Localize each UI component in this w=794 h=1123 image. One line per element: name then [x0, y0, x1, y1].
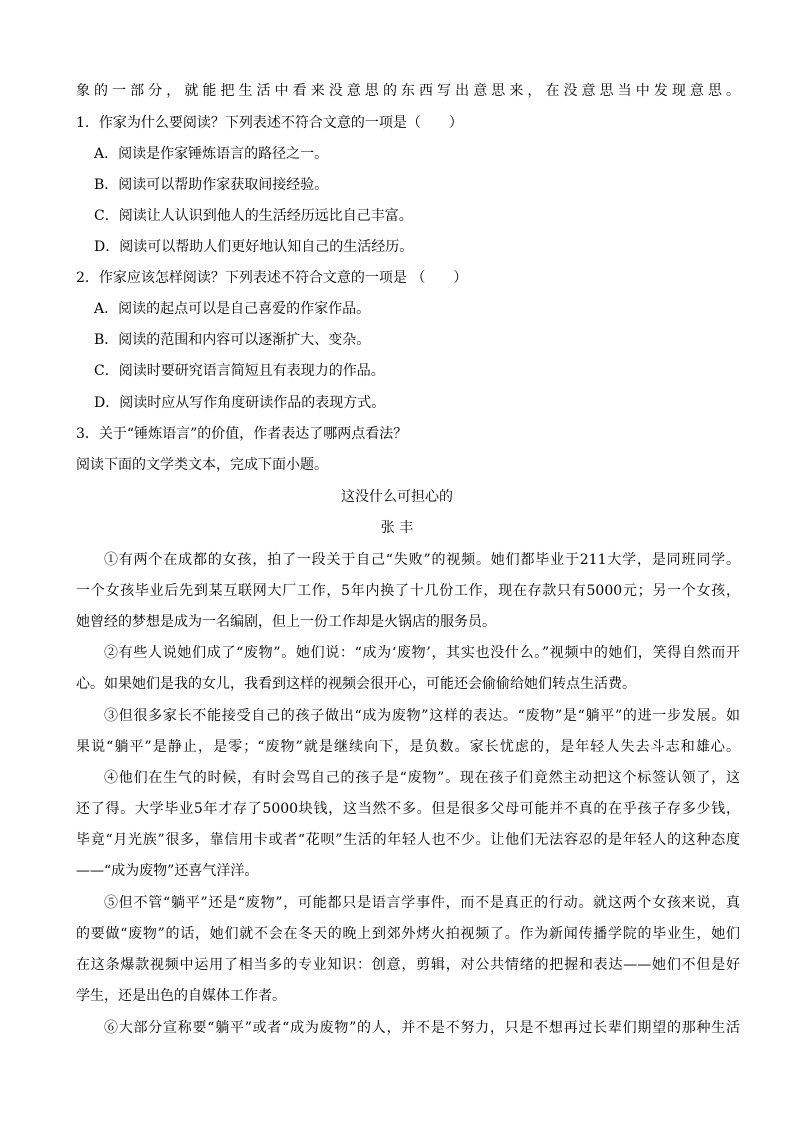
question-1: 1．作家为什么要阅读？下列表述不符合文意的一项是（ ）: [76, 115, 463, 131]
paragraph-4-line: 还了得。大学毕业5年才存了5000块钱，这当然不多。但是很多父母可能并不真的在乎孩子存多少钱，: [76, 801, 740, 817]
paragraph-3-line: 果说“躺平”是静止，是零；“废物”就是继续向下，是负数。家长忧虑的，是年轻人失去斗志和雄心。: [76, 739, 740, 755]
paragraph-1-line: 她曾经的梦想是成为一名编剧，但上一份工作却是火锅店的服务员。: [76, 614, 496, 630]
paragraph-5-line: ⑤但不管“躺平”还是“废物”，可能都只是语言学事件，而不是真正的行动。就这两个女孩来说，真: [104, 895, 740, 911]
question-2-option-d: D．阅读时应从写作角度研读作品的表现方式。: [94, 395, 386, 411]
article-author: 张 丰: [380, 520, 414, 536]
paragraph-4-line: 毕竟“月光族”很多，靠信用卡或者“花呗”生活的年轻人也不少。让他们无法容忍的是年轻人的这种态度: [76, 832, 740, 848]
paragraph-2-line: ②有些人说她们成了“废物”。她们说：“成为‘废物’，其实也没什么。”视频中的她们，笑得自然而开: [104, 645, 740, 661]
paragraph-5-line: 学生，还是出色的自媒体工作者。: [76, 988, 286, 1004]
paragraph-1-line: ①有两个在成都的女孩，拍了一段关于自己“失败”的视频。她们都毕业于211大学，是同班同学。: [104, 552, 740, 568]
question-3: 3．关于“锤炼语言”的价值，作者表达了哪两点看法？: [76, 426, 408, 442]
question-2-option-a: A．阅读的起点可以是自己喜爱的作家作品。: [94, 301, 371, 317]
paragraph-1-line: 一个女孩毕业后先到某互联网大厂工作，5年内换了十几份工作，现在存款只有5000元；另一个女孩，: [76, 583, 740, 599]
article-title: 这没什么可担心的: [341, 489, 453, 505]
question-1-option-c: C．阅读让人认识到他人的生活经历远比自己丰富。: [94, 208, 413, 224]
question-1-option-d: D．阅读可以帮助人们更好地认知自己的生活经历。: [94, 239, 414, 255]
question-1-option-b: B．阅读可以帮助作家获取间接经验。: [94, 177, 329, 193]
paragraph-3-line: ③但很多家长不能接受自己的孩子做出“成为废物”这样的表达。“废物”是“躺平”的进一步发展。如: [104, 708, 740, 724]
paragraph-4-line: ——“成为废物”还喜气洋洋。: [76, 863, 259, 879]
question-1-option-a: A．阅读是作家锤炼语言的路径之一。: [94, 146, 329, 162]
question-2-option-b: B．阅读的范围和内容可以逐渐扩大、变杂。: [94, 332, 371, 348]
reading-instruction: 阅读下面的文学类文本，完成下面小题。: [76, 457, 328, 473]
paragraph-4-line: ④他们在生气的时候，有时会骂自己的孩子是“废物”。现在孩子们竟然主动把这个标签认领了，这: [104, 770, 740, 786]
paragraph-6-line: ⑥大部分宣称要“躺平”或者“成为废物”的人，并不是不努力，只是不想再过长辈们期望的那种生活: [104, 1020, 740, 1036]
question-2: 2．作家应该怎样阅读？下列表述不符合文意的一项是 （ ）: [76, 270, 468, 286]
paragraph-5-line: 在这条爆款视频中运用了相当多的专业知识：创意，剪辑，对公共情绪的把握和表达——她们不但是好: [76, 957, 740, 973]
question-2-option-c: C．阅读时要研究语言简短且有表现力的作品。: [94, 363, 385, 379]
text-line: 象的一部分，就能把生活中看来没意思的东西写出意思来，在没意思当中发现意思。: [76, 83, 740, 99]
paragraph-2-line: 心。如果她们是我的女儿，我看到这样的视频会很开心，可能还会偷偷给她们转点生活费。: [76, 676, 636, 692]
paragraph-5-line: 的要做“废物”的话，她们就不会在冬天的晚上到郊外烤火拍视频了。作为新闻传播学院的毕业生，她们: [76, 926, 740, 942]
